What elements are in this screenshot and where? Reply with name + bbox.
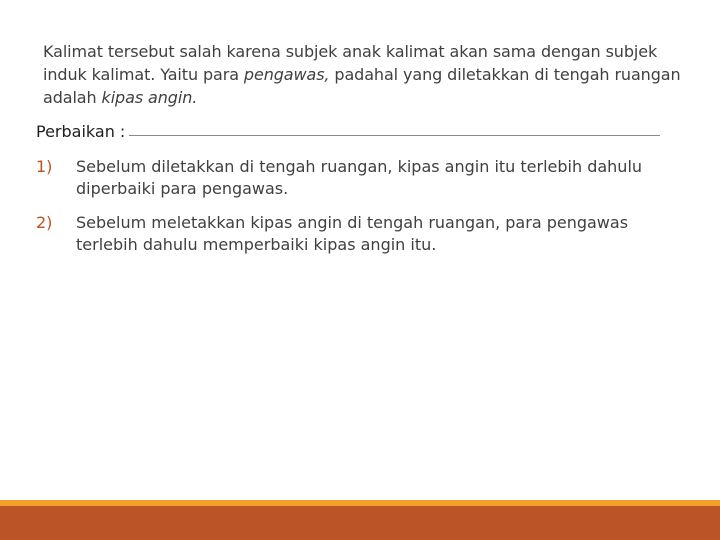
intro-italic-subject: pengawas, bbox=[243, 65, 330, 84]
list-item-text: Sebelum diletakkan di tengah ruangan, kipas angin itu terlebih dahulu diperbaiki para pengawas. bbox=[76, 157, 643, 198]
list-item-number: 1) bbox=[36, 157, 53, 176]
heading-divider bbox=[36, 135, 660, 136]
intro-italic-object: kipas angin. bbox=[101, 88, 198, 107]
list-item-text: Sebelum meletakkan kipas angin di tengah ruangan, para pengawas terlebih dahulu memperbaiki kipas angin itu. bbox=[76, 213, 629, 254]
intro-text-part1: Kalimat tersebut salah karena subjek anak kalimat akan sama dengan subjek induk kalimat. Yaitu para bbox=[43, 42, 658, 84]
correction-list bbox=[36, 156, 676, 268]
footer-bar bbox=[0, 506, 720, 540]
list-item bbox=[36, 156, 676, 200]
list-item bbox=[36, 212, 676, 256]
list-item-number: 2) bbox=[36, 213, 53, 232]
intro-text-part2: padahal yang diletakkan di tengah ruangan adalah bbox=[43, 65, 681, 107]
section-heading: Perbaikan : bbox=[36, 122, 129, 142]
intro-paragraph bbox=[43, 40, 683, 109]
